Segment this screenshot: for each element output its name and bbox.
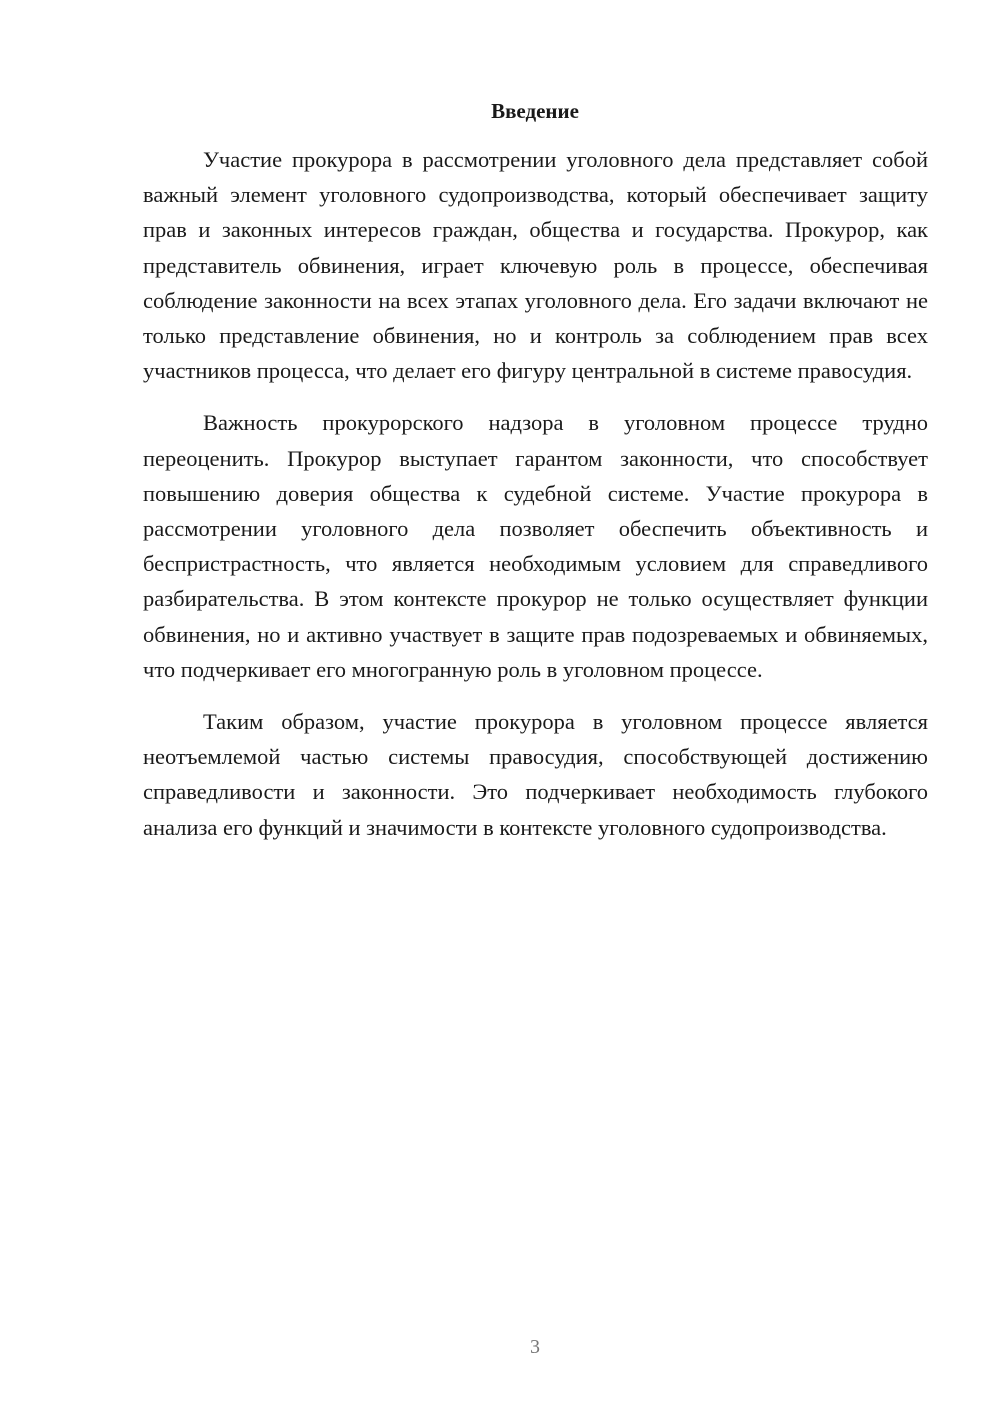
paragraph-2: Важность прокурорского надзора в уголовном процессе трудно переоценить. Прокурор выступает гарантом законности, что способствует повышению доверия общества к судебной системе. Участие прокурора в рассмотрении уголовного дела позволяет обеспечить объективность и беспристрастность, что является необходимым условием для справедливого разбирательства. В этом контексте прокурор не только осуществляет функции обвинения, но и активно участвует в защите прав подозреваемых и обвиняемых, что подчеркивает его многогранную роль в уголовном процессе. (143, 410, 928, 682)
section-title: Введение (491, 99, 579, 123)
paragraph-3: Таким образом, участие прокурора в уголовном процессе является неотъемлемой частью системы правосудия, способствующей достижению справедливости и законности. Это подчеркивает необходимость глубокого анализа его функций и значимости в контексте уголовного судопроизводства. (143, 709, 928, 840)
page-number: 3 (530, 1336, 540, 1358)
body-text (143, 142, 928, 862)
paragraph-1: Участие прокурора в рассмотрении уголовного дела представляет собой важный элемент уголовного судопроизводства, который обеспечивает защиту прав и законных интересов граждан, общества и государства. Прокурор, как представитель обвинения, играет ключевую роль в процессе, обеспечивая соблюдение законности на всех этапах уголовного дела. Его задачи включают не только представление обвинения, но и контроль за соблюдением прав всех участников процесса, что делает его фигуру центральной в системе правосудия. (143, 147, 928, 384)
